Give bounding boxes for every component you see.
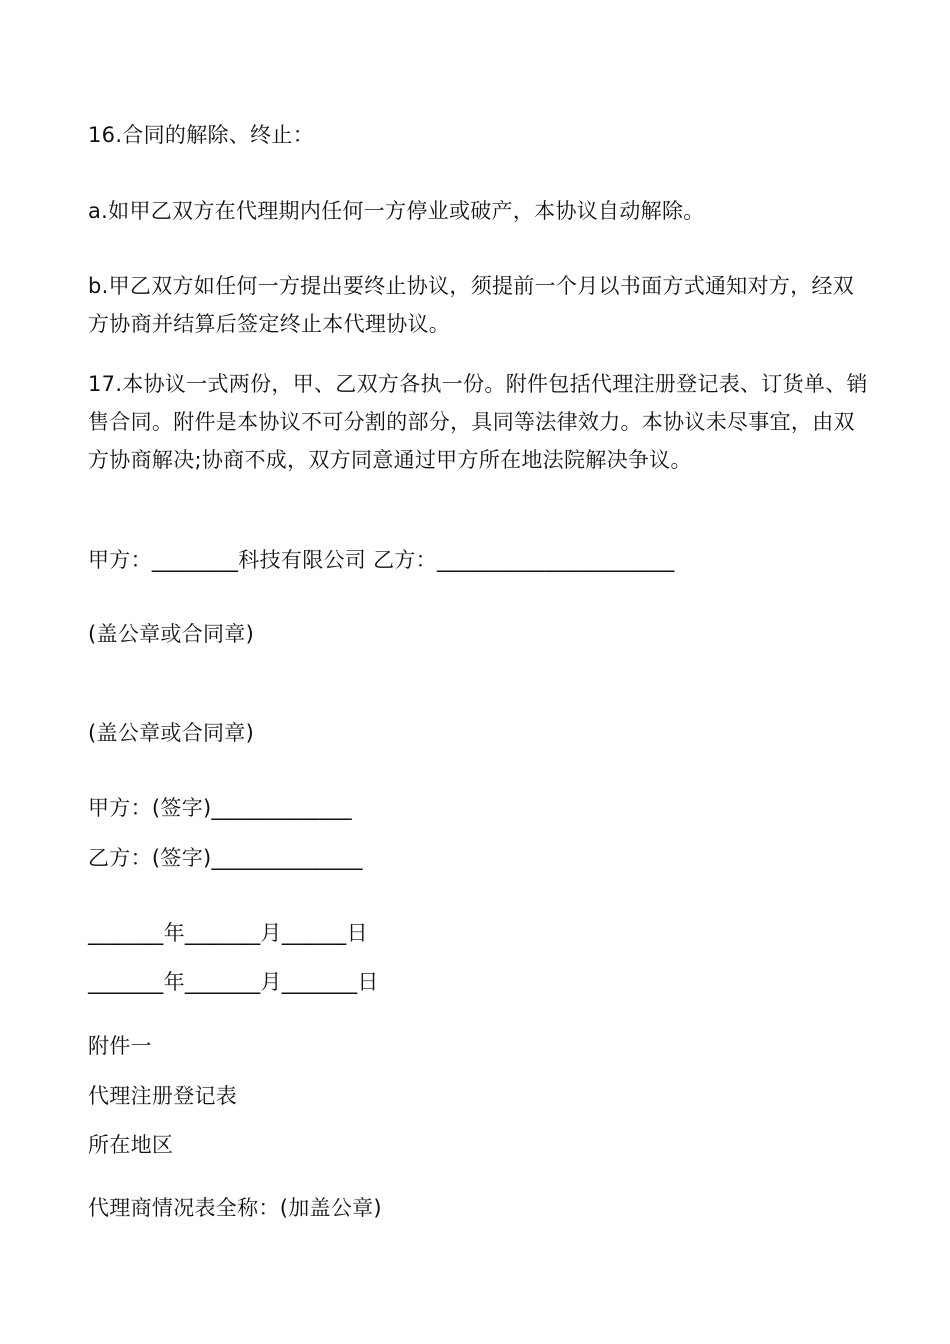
- section-17-paragraph: 17.本协议一式两份，甲、乙双方各执一份。附件包括代理注册登记表、订货单、销售合同。附件是本协议不可分割的部分，具同等法律效力。本协议未尽事宜，由双方协商解决;协商不成，双方同意通过甲方所在地法院解决争议。: [88, 372, 868, 472]
- section-16-clause-a: a.如甲乙双方在代理期内任何一方停业或破产，本协议自动解除。: [88, 199, 705, 223]
- party-a-signature-line: 甲方：(签字)_____________: [88, 796, 352, 820]
- attachment-heading: 附件一: [88, 1034, 152, 1058]
- section-16-title: 16.合同的解除、终止：: [88, 123, 314, 147]
- section-16-clause-b: b.甲乙双方如任何一方提出要终止协议，须提前一个月以书面方式通知对方，经双方协商并结算后签定终止本代理协议。: [88, 274, 855, 336]
- document-page: [88, 0, 868, 1344]
- registration-form-title: 代理注册登记表: [88, 1084, 238, 1108]
- agent-info-label: 代理商情况表全称：(加盖公章): [88, 1196, 382, 1220]
- region-label: 所在地区: [88, 1133, 174, 1157]
- party-b-signature-line: 乙方：(签字)______________: [88, 846, 363, 870]
- party-a-seal-note: (盖公章或合同章): [88, 622, 255, 646]
- party-b-date-line: _______年_______月_______日: [88, 970, 379, 994]
- parties-line: 甲方：________科技有限公司 乙方：______________________: [88, 548, 675, 572]
- party-b-seal-note: (盖公章或合同章): [88, 721, 255, 745]
- party-a-date-line: _______年_______月______日: [88, 921, 368, 945]
